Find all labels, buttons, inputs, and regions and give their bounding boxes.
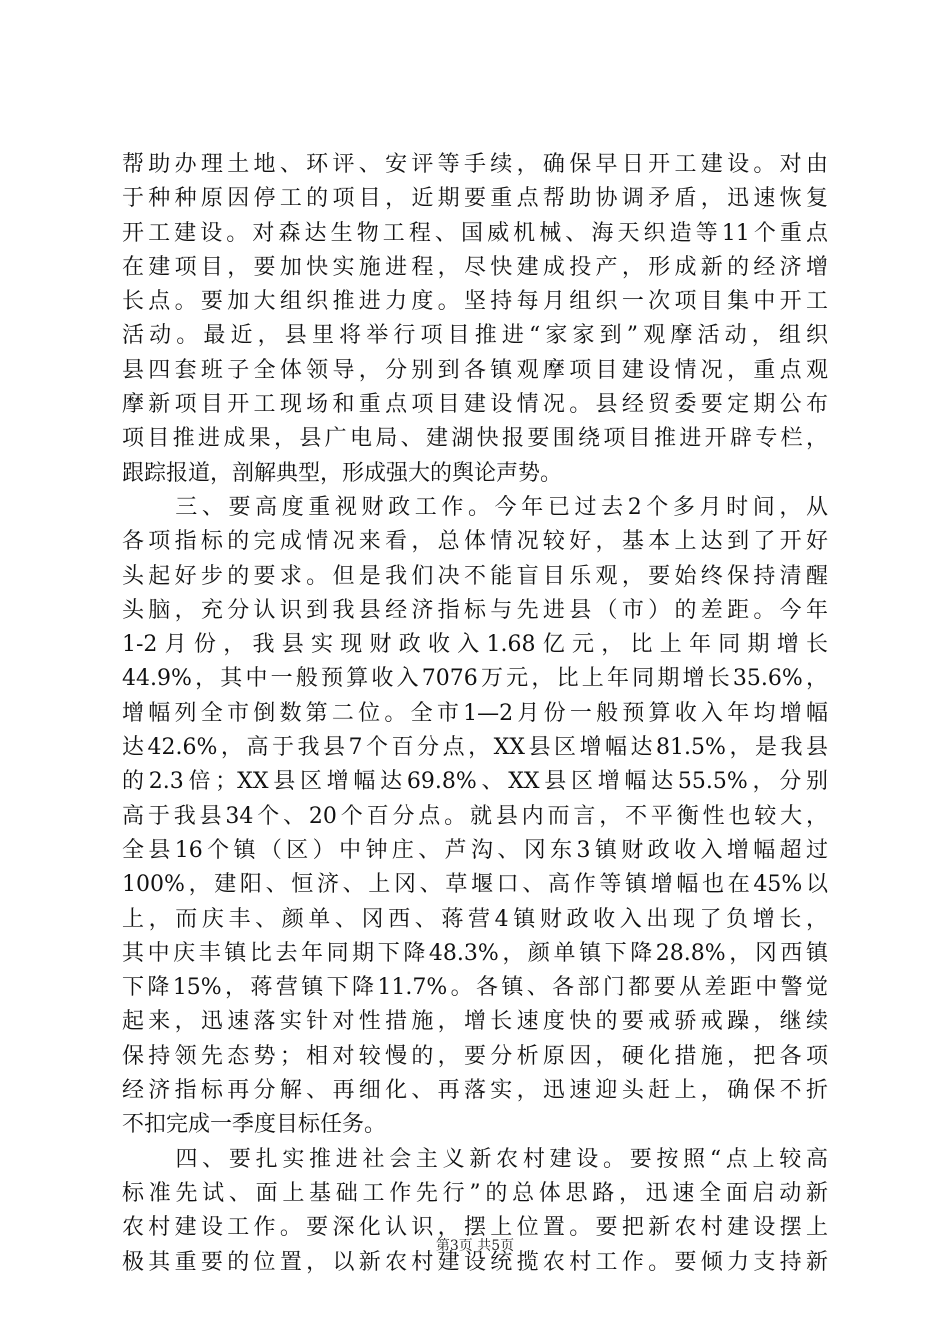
text-line: 长点。要加大组织推进力度。坚持每月组织一次项目集中开工 — [122, 289, 828, 315]
text-line: 高于我县34个、20个百分点。就县内而言，不平衡性也较大， — [122, 803, 828, 829]
text-line: 摩新项目开工现场和重点项目建设情况。县经贸委要定期公布 — [122, 392, 828, 418]
text-line: 100%，建阳、恒济、上冈、草堰口、高作等镇增幅也在45%以 — [122, 872, 828, 898]
text-line: 三、要高度重视财政工作。今年已过去2个多月时间，从 — [122, 494, 828, 520]
text-line: 四、要扎实推进社会主义新农村建设。要按照“点上较高 — [122, 1146, 828, 1172]
text-line: 县四套班子全体领导，分别到各镇观摩项目建设情况，重点观 — [122, 357, 828, 383]
text-line: 项目推进成果，县广电局、建湖快报要围绕项目推进开辟专栏， — [122, 426, 828, 452]
text-line: 头脑，充分认识到我县经济指标与先进县（市）的差距。今年 — [122, 597, 828, 623]
text-line: 起来，迅速落实针对性措施，增长速度快的要戒骄戒躁，继续 — [122, 1009, 828, 1035]
text-line: 其中庆丰镇比去年同期下降48.3%，颜单镇下降28.8%，冈西镇 — [122, 940, 828, 966]
text-line: 上，而庆丰、颜单、冈西、蒋营4镇财政收入出现了负增长， — [122, 906, 828, 932]
text-line: 经济指标再分解、再细化、再落实，迅速迎头赶上，确保不折 — [122, 1078, 828, 1104]
text-line: 跟踪报道，剖解典型，形成强大的舆论声势。 — [122, 460, 563, 486]
text-line: 开工建设。对森达生物工程、国威机械、海天织造等11个重点 — [122, 220, 828, 246]
text-line: 全县16个镇（区）中钟庄、芦沟、冈东3镇财政收入增幅超过 — [122, 837, 828, 863]
text-line: 达42.6%，高于我县7个百分点，XX县区增幅达81.5%，是我县 — [122, 735, 828, 761]
text-line: 44.9%，其中一般预算收入7076万元，比上年同期增长35.6%， — [122, 666, 828, 692]
text-line: 标准先试、面上基础工作先行”的总体思路，迅速全面启动新 — [122, 1180, 828, 1206]
text-line: 极其重要的位置，以新农村建设统揽农村工作。要倾力支持新 — [122, 1249, 828, 1275]
text-line: 于种种原因停工的项目，近期要重点帮助协调矛盾，迅速恢复 — [122, 186, 828, 212]
text-line: 1-2月份，我县实现财政收入1.68亿元，比上年同期增长 — [122, 632, 828, 658]
text-line: 头起好步的要求。但是我们决不能盲目乐观，要始终保持清醒 — [122, 563, 828, 589]
text-line: 的2.3倍；XX县区增幅达69.8%、XX县区增幅达55.5%，分别 — [122, 769, 828, 795]
text-line: 下降15%，蒋营镇下降11.7%。各镇、各部门都要从差距中警觉 — [122, 975, 828, 1001]
text-line: 活动。最近，县里将举行项目推进“家家到”观摩活动，组织 — [122, 323, 828, 349]
text-line: 各项指标的完成情况来看，总体情况较好，基本上达到了开好 — [122, 529, 828, 555]
text-line: 农村建设工作。要深化认识，摆上位置。要把新农村建设摆上 — [122, 1215, 828, 1241]
text-line: 帮助办理土地、环评、安评等手续，确保早日开工建设。对由 — [122, 152, 828, 177]
document-body — [122, 148, 828, 1280]
text-line: 增幅列全市倒数第二位。全市1—2月份一般预算收入年均增幅 — [122, 700, 828, 726]
text-line: 在建项目，要加快实施进程，尽快建成投产，形成新的经济增 — [122, 254, 828, 280]
text-line: 保持领先态势；相对较慢的，要分析原因，硬化措施，把各项 — [122, 1043, 828, 1069]
page-number-footer: 第3页 共5页 — [435, 1238, 515, 1254]
text-line: 不扣完成一季度目标任务。 — [122, 1112, 387, 1138]
